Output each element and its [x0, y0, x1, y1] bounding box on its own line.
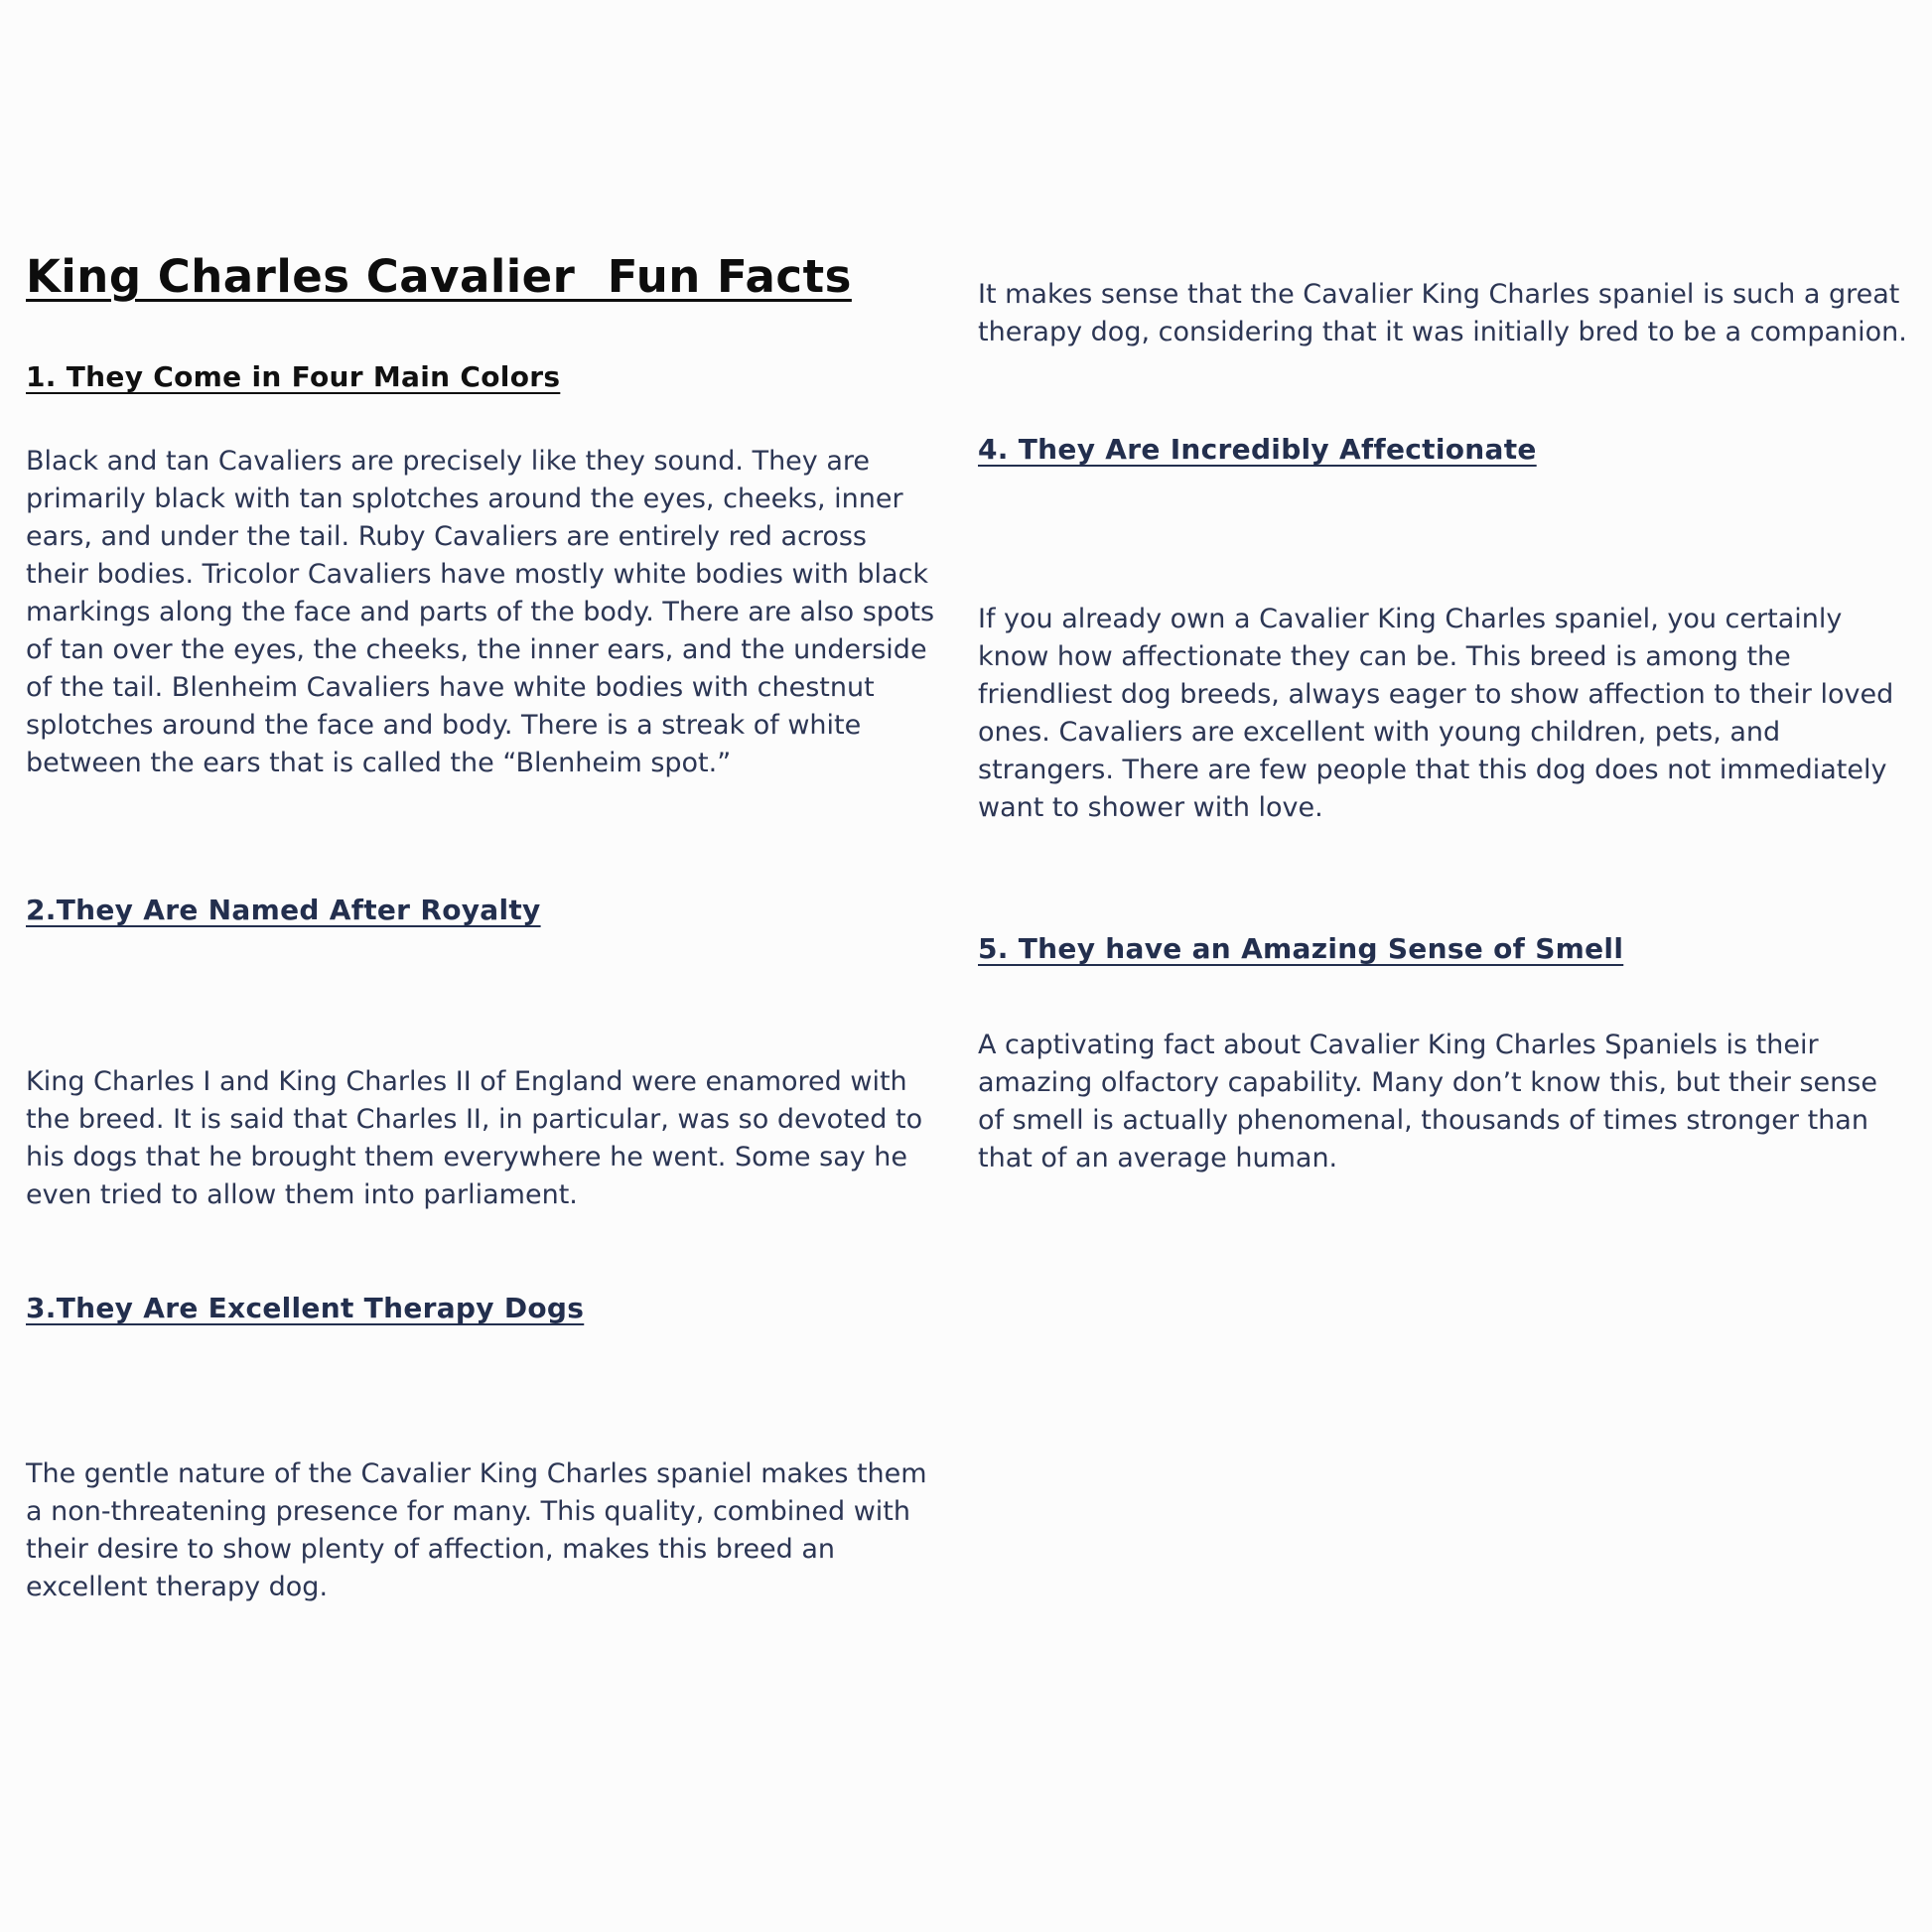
document-title: King Charles Cavalier Fun Facts	[26, 250, 852, 303]
section-2-heading: 2.They Are Named After Royalty	[26, 894, 541, 926]
section-3-heading: 3.They Are Excellent Therapy Dogs	[26, 1292, 585, 1324]
left-column	[26, 250, 937, 1606]
section-1-heading: 1. They Come in Four Main Colors	[26, 360, 561, 393]
section-5-heading: 5. They have an Amazing Sense of Smell	[978, 932, 1624, 965]
section-3-body: The gentle nature of the Cavalier King Charles spaniel makes them a non-threatening presence for many. This quality, combined with their desire to show plenty of affection, makes this breed an excellent therapy dog.	[26, 1458, 927, 1602]
section-1-body: Black and tan Cavaliers are precisely like they sound. They are primarily black with tan splotches around the eyes, cheeks, inner ears, and under the tail. Ruby Cavaliers are entirely red across their bodies. Tricolor Cavaliers have mostly white bodies with black markings along the face and parts of the body. There are also spots of tan over the eyes, the cheeks, the inner ears, and the underside of the tail. Blenheim Cavaliers have white bodies with chestnut splotches around the face and body. There is a streak of white between the ears that is called the “Blenheim spot.”	[26, 446, 935, 778]
section-4-heading: 4. They Are Incredibly Affectionate	[978, 433, 1537, 466]
right-column	[978, 276, 1911, 1177]
section-2-body: King Charles I and King Charles II of England were enamored with the breed. It is said that Charles II, in particular, was so devoted to his dogs that he brought them everywhere he went. Some say he even tried to allow them into parliament.	[26, 1066, 923, 1210]
section-4-body: If you already own a Cavalier King Charles spaniel, you certainly know how affectionate they can be. This breed is among the friendliest dog breeds, always eager to show affection to their loved ones. Cavaliers are excellent with young children, pets, and strangers. There are few people that this dog does not immediately want to shower with love.	[978, 604, 1894, 823]
section-3-continuation: It makes sense that the Cavalier King Charles spaniel is such a great therapy dog, considering that it was initially bred to be a companion.	[978, 279, 1907, 347]
section-5-body: A captivating fact about Cavalier King Charles Spaniels is their amazing olfactory capability. Many don’t know this, but their sense of smell is actually phenomenal, thousands of times stronger than that of an average human.	[978, 1030, 1877, 1173]
